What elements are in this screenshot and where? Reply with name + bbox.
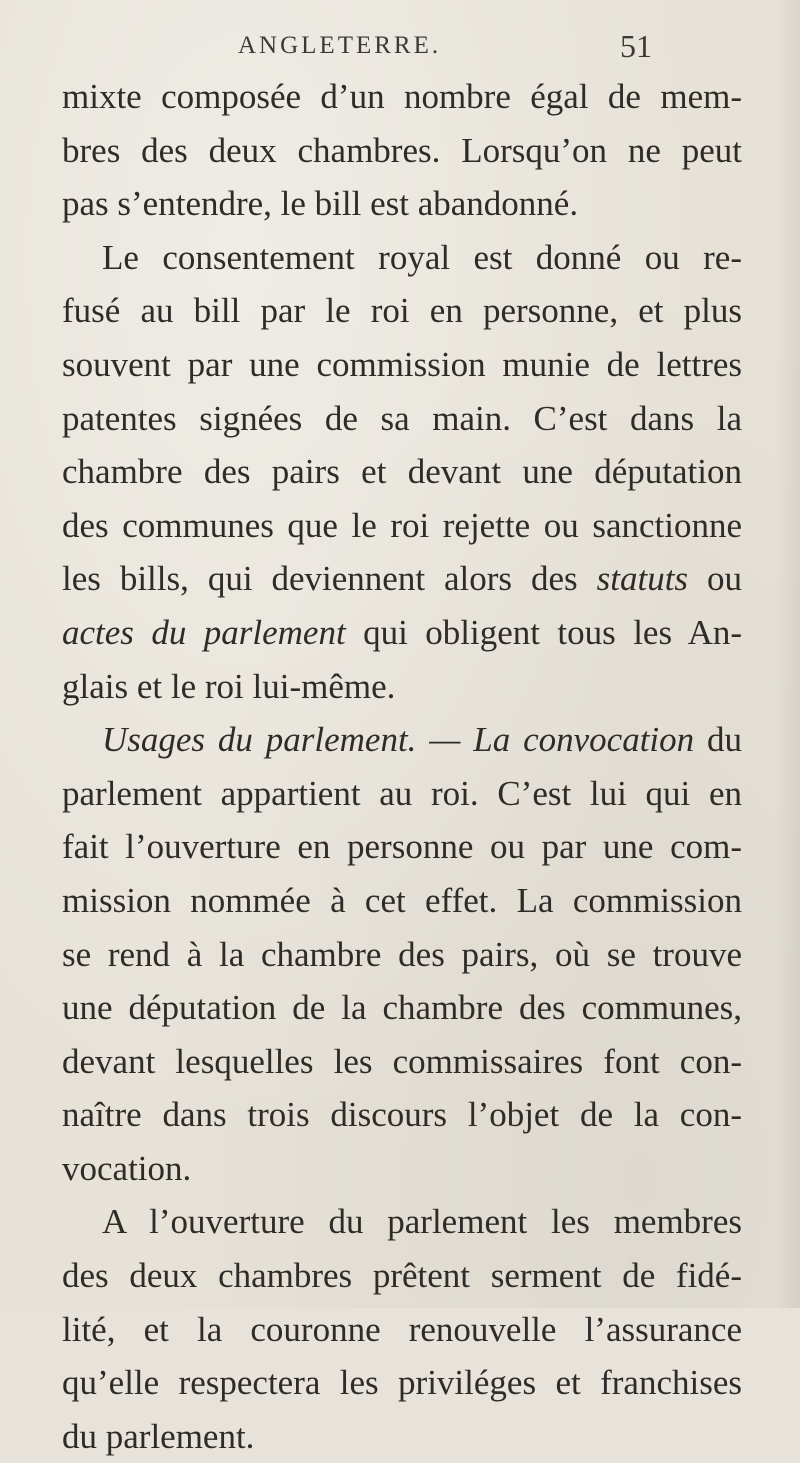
italic-term-statuts: statuts [596, 559, 689, 599]
text-line [62, 606, 742, 660]
text-line: se rend à la chambre des pairs, où se trouve [62, 934, 742, 974]
text-line: parlement appartient au roi. C’est lui qui en [62, 773, 742, 813]
italic-term-actes: actes du parlement [62, 612, 346, 652]
text-line: devant lesquelles les commissaires font con- [62, 1041, 742, 1081]
text-line: glais et le roi lui-même. [62, 666, 396, 706]
section-heading-line [62, 713, 742, 767]
text-run: ou [688, 559, 743, 599]
text-line: Le consentement royal est donné ou re- [102, 237, 742, 277]
running-title: ANGLETERRE. [238, 32, 442, 59]
text-line: qu’elle respectera les priviléges et franchises [62, 1363, 742, 1403]
text-line: bres des deux chambres. Lorsqu’on ne peut [62, 130, 742, 170]
text-line: des communes que le roi rejette ou sanctionne [62, 505, 742, 545]
body-text [62, 70, 742, 1463]
text-line: mission nommée à cet effet. La commission [62, 880, 742, 920]
text-line: mixte composée d’un nombre égal de mem- [62, 77, 742, 116]
section-heading: Usages du parlement. — La convocation [102, 720, 695, 760]
text-line: souvent par une commission munie de lettres [62, 344, 742, 384]
page-header [0, 26, 800, 66]
text-line: une députation de la chambre des communes, [62, 988, 742, 1028]
text-line: patentes signées de sa main. C’est dans la [62, 398, 742, 438]
text-line: fait l’ouverture en personne ou par une com- [62, 827, 742, 867]
text-run: qui obligent tous les An- [345, 612, 743, 652]
text-run: les bills, qui deviennent alors des [62, 559, 597, 599]
page-edge-shadow [776, 0, 800, 1308]
text-line: naître dans trois discours l’objet de la con- [62, 1095, 742, 1135]
text-run: du [694, 720, 742, 760]
text-line: vocation. [62, 1148, 192, 1188]
text-line: des deux chambres prêtent serment de fidé- [62, 1256, 742, 1296]
text-line: chambre des pairs et devant une députation [62, 452, 742, 492]
page-number: 51 [620, 28, 652, 64]
text-line: pas s’entendre, le bill est abandonné. [62, 184, 579, 224]
text-line: A l’ouverture du parlement les membres [102, 1202, 742, 1242]
text-line [62, 552, 742, 606]
text-line: fusé au bill par le roi en personne, et plus [62, 291, 742, 331]
text-line: lité, et la couronne renouvelle l’assurance [62, 1309, 742, 1349]
text-line: du parlement. [62, 1416, 255, 1456]
